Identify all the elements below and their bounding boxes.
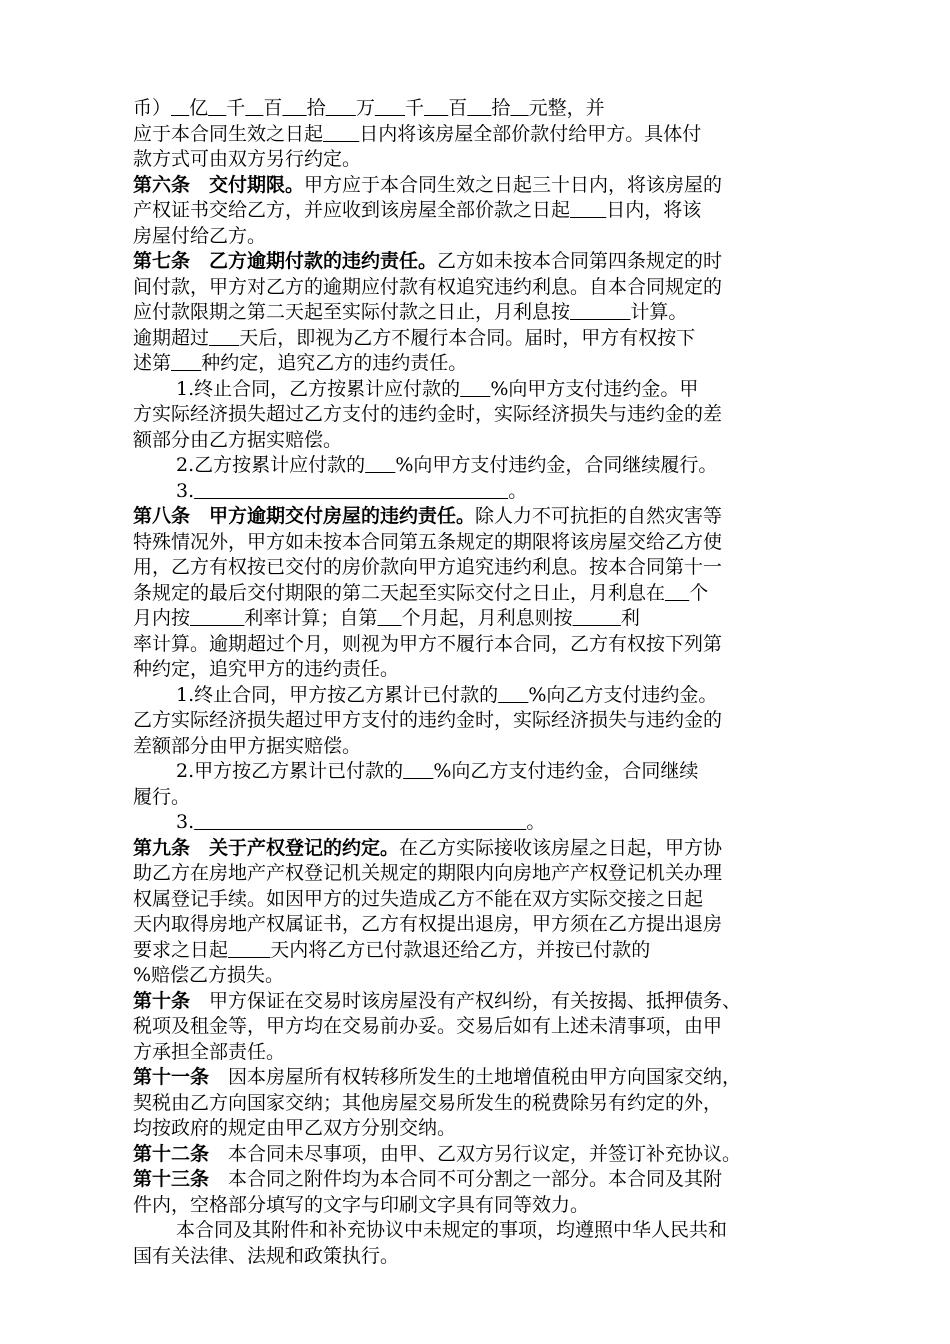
contract-page — [133, 96, 833, 1269]
text-run: 3. — [176, 479, 195, 502]
text-line — [133, 938, 833, 964]
text-run: 逾期超过 — [133, 326, 210, 349]
text-run: 应付款限期之第二天起至实际付款之日止，月利息按 — [133, 301, 571, 323]
text-run: 国有关法律、法规和政策执行。 — [133, 1244, 400, 1267]
article-heading: 第十二条 — [133, 1142, 210, 1165]
text-run: 乙方实际经济损失超过甲方支付的违约金时，实际经济损失与违约金的 — [133, 709, 723, 731]
text-line — [133, 1142, 833, 1168]
text-run: 因本房屋所有权转移所发生的土地增值税由甲方向国家交纳， — [209, 1066, 742, 1088]
text-line — [133, 1014, 833, 1040]
text-line — [133, 810, 833, 836]
text-line — [133, 402, 833, 428]
text-run: 间付款，甲方对乙方的逾期应付款有权追究违约利息。自本合同规定的 — [133, 275, 723, 298]
text-run: 助乙方在房地产产权登记机关规定的期限内向房地产产权登记机关办理 — [133, 862, 723, 884]
article-heading: 第十一条 — [133, 1066, 210, 1088]
text-run: 在乙方实际接收该房屋之日起，甲方协 — [399, 836, 723, 859]
text-run: 。 — [508, 479, 528, 502]
blank-field — [467, 97, 491, 119]
text-run: 亿 — [189, 97, 209, 119]
blank-field — [403, 760, 433, 782]
text-line — [133, 836, 833, 862]
blank-field — [171, 97, 189, 119]
text-line — [133, 861, 833, 887]
text-run: 种约定，追究乙方的违约责任。 — [201, 352, 468, 374]
blank-field — [245, 97, 263, 119]
text-line — [133, 1193, 833, 1219]
text-line — [133, 326, 833, 352]
text-run: 件内，空格部分填写的文字与印刷文字具有同等效力。 — [133, 1193, 590, 1216]
text-run: 本合同之附件均为本合同不可分割之一部分。本合同及其附 — [209, 1168, 723, 1190]
text-run: 方承担全部责任。 — [133, 1040, 286, 1063]
text-line — [133, 555, 833, 581]
text-run: 日内，将该 — [606, 199, 702, 221]
text-run: 2.甲方按乙方累计已付款的 — [176, 760, 404, 782]
blank-field — [665, 582, 689, 604]
text-run: %赔偿乙方损失。 — [133, 964, 285, 986]
blank-field — [498, 684, 528, 706]
text-line — [133, 377, 833, 403]
blank-field — [194, 811, 526, 833]
text-run: 款方式可由双方另行约定。 — [133, 148, 362, 170]
text-run: 本合同及其附件和补充协议中未规定的事项，均遵照中华人民共和 — [176, 1219, 728, 1241]
text-run: 1.终止合同，甲方按乙方累计已付款的 — [176, 683, 499, 706]
text-run: 拾 — [306, 97, 326, 119]
text-run: 差额部分由甲方据实赔偿。 — [133, 734, 362, 757]
text-line — [133, 224, 833, 250]
blank-field — [323, 123, 359, 145]
article-heading: 第七条 乙方逾期付款的违约责任。 — [133, 250, 438, 272]
text-run: 方实际经济损失超过乙方支付的违约金时，实际经济损失与违约金的差 — [133, 403, 723, 425]
text-line — [133, 1218, 833, 1244]
text-run: 履行。 — [133, 785, 191, 808]
blank-field — [208, 97, 226, 119]
text-run: %向乙方支付违约金，合同继续 — [433, 760, 699, 782]
text-run: 。 — [526, 811, 546, 833]
text-line — [133, 249, 833, 275]
blank-field — [190, 607, 244, 629]
text-run: 甲方应于本合同生效之日起三十日内，将该房屋的 — [304, 173, 723, 196]
text-run: 甲方保证在交易时该房屋没有产权纠纷，有关按揭、抵押债务、 — [190, 989, 742, 1012]
text-run: 本合同未尽事项，由甲、乙双方另行议定，并签订补充协议。 — [209, 1142, 742, 1165]
text-run: 权属登记手续。如因甲方的过失造成乙方不能在双方实际交接之日起 — [133, 887, 704, 910]
text-line — [133, 606, 833, 632]
text-run: 1.终止合同，乙方按累计应付款的 — [176, 377, 461, 400]
text-line — [133, 147, 833, 173]
text-run: 万 — [355, 97, 375, 119]
text-run: 均按政府的规定由甲乙双方分别交纳。 — [133, 1117, 457, 1139]
text-run: 种约定，追究甲方的违约责任。 — [133, 658, 400, 680]
text-run: 计算。 — [630, 301, 688, 323]
text-line — [133, 453, 833, 479]
text-run: %向甲方支付违约金。甲 — [490, 377, 699, 400]
text-run: 百 — [263, 97, 283, 119]
text-run: 条规定的最后交付期限的第二天起至实际交付之日止，月利息在 — [133, 581, 666, 604]
text-run: 税项及租金等，甲方均在交易前办妥。交易后如有上述未清事项，由甲 — [133, 1015, 723, 1037]
text-line — [133, 581, 833, 607]
text-run: 2.乙方按累计应付款的 — [176, 454, 366, 476]
text-run: 利率计算；自第 — [244, 607, 378, 629]
text-line — [133, 963, 833, 989]
blank-field — [460, 378, 490, 400]
text-line — [133, 1091, 833, 1117]
text-run: 元整，并 — [528, 97, 605, 119]
text-line — [133, 300, 833, 326]
text-run: 述第 — [133, 352, 172, 374]
text-run: 利 — [620, 607, 640, 629]
text-run: 应于本合同生效之日起 — [133, 122, 324, 145]
text-run: 额部分由乙方据实赔偿。 — [133, 428, 343, 451]
text-line — [133, 989, 833, 1015]
blank-field — [573, 607, 621, 629]
text-line — [133, 708, 833, 734]
text-run: 产权证书交给乙方，并应收到该房屋全部价款之日起 — [133, 199, 571, 221]
text-run: 日内将该房屋全部价款付给甲方。具体付 — [359, 122, 702, 145]
text-line — [133, 96, 833, 122]
text-run: 除人力不可抗拒的自然灾害等 — [475, 505, 723, 527]
text-line — [133, 275, 833, 301]
blank-field — [282, 97, 306, 119]
text-run: 月内按 — [133, 607, 191, 629]
blank-field — [570, 199, 606, 221]
blank-field — [375, 97, 405, 119]
blank-field — [326, 97, 356, 119]
text-run: 特殊情况外，甲方如未按本合同第五条规定的期限将该房屋交给乙方使 — [133, 530, 723, 553]
blank-field — [171, 352, 201, 374]
text-run: 用，乙方有权按已交付的房价款向甲方追究违约利息。按本合同第十一 — [133, 556, 723, 578]
article-heading: 第九条 关于产权登记的约定。 — [133, 836, 400, 859]
text-run: 百 — [448, 97, 468, 119]
article-heading: 第十条 — [133, 989, 191, 1012]
text-run: 率计算。逾期超过个月，则视为甲方不履行本合同，乙方有权按下列第 — [133, 632, 723, 655]
article-heading: 第六条 交付期限。 — [133, 173, 305, 196]
text-line — [133, 912, 833, 938]
blank-field — [424, 97, 448, 119]
text-run: %向甲方支付违约金，合同继续履行。 — [395, 454, 718, 476]
text-line — [133, 632, 833, 658]
text-line — [133, 530, 833, 556]
text-line — [133, 504, 833, 530]
text-line — [133, 173, 833, 199]
text-run: 天后，即视为乙方不履行本合同。届时，甲方有权按下 — [239, 326, 696, 349]
text-run: 币） — [133, 97, 172, 119]
text-line — [133, 122, 833, 148]
text-run: 个 — [689, 581, 709, 604]
text-line — [133, 1116, 833, 1142]
text-line — [133, 428, 833, 454]
text-line — [133, 351, 833, 377]
blank-field — [194, 480, 508, 502]
text-run: 房屋付给乙方。 — [133, 224, 267, 247]
text-run: 千 — [226, 97, 246, 119]
text-line — [133, 198, 833, 224]
blank-field — [209, 327, 239, 349]
text-run: 千 — [405, 97, 425, 119]
text-run: 天内将乙方已付款退还给乙方，并按已付款的 — [270, 938, 651, 961]
text-line — [133, 734, 833, 760]
text-run: 乙方如未按本合同第四条规定的时 — [437, 250, 723, 272]
article-heading: 第十三条 — [133, 1168, 210, 1190]
text-line — [133, 479, 833, 505]
text-line — [133, 1040, 833, 1066]
text-line — [133, 1244, 833, 1270]
article-heading: 第八条 甲方逾期交付房屋的违约责任。 — [133, 505, 476, 527]
blank-field — [377, 607, 401, 629]
blank-field — [570, 301, 630, 323]
text-run: 要求之日起 — [133, 938, 229, 961]
blank-field — [365, 454, 395, 476]
text-run: 个月起，月利息则按 — [401, 607, 573, 629]
text-run: 契税由乙方向国家交纳；其他房屋交易所发生的税费除另有约定的外， — [133, 1091, 723, 1114]
text-line — [133, 759, 833, 785]
text-line — [133, 683, 833, 709]
text-line — [133, 657, 833, 683]
text-run: 3. — [176, 811, 195, 833]
text-line — [133, 1065, 833, 1091]
text-line — [133, 887, 833, 913]
text-run: 拾 — [491, 97, 511, 119]
text-line — [133, 1167, 833, 1193]
text-run: %向乙方支付违约金。 — [528, 683, 718, 706]
blank-field — [510, 97, 528, 119]
text-run: 天内取得房地产权属证书，乙方有权提出退房，甲方须在乙方提出退房 — [133, 913, 723, 935]
text-line — [133, 785, 833, 811]
blank-field — [228, 939, 270, 961]
